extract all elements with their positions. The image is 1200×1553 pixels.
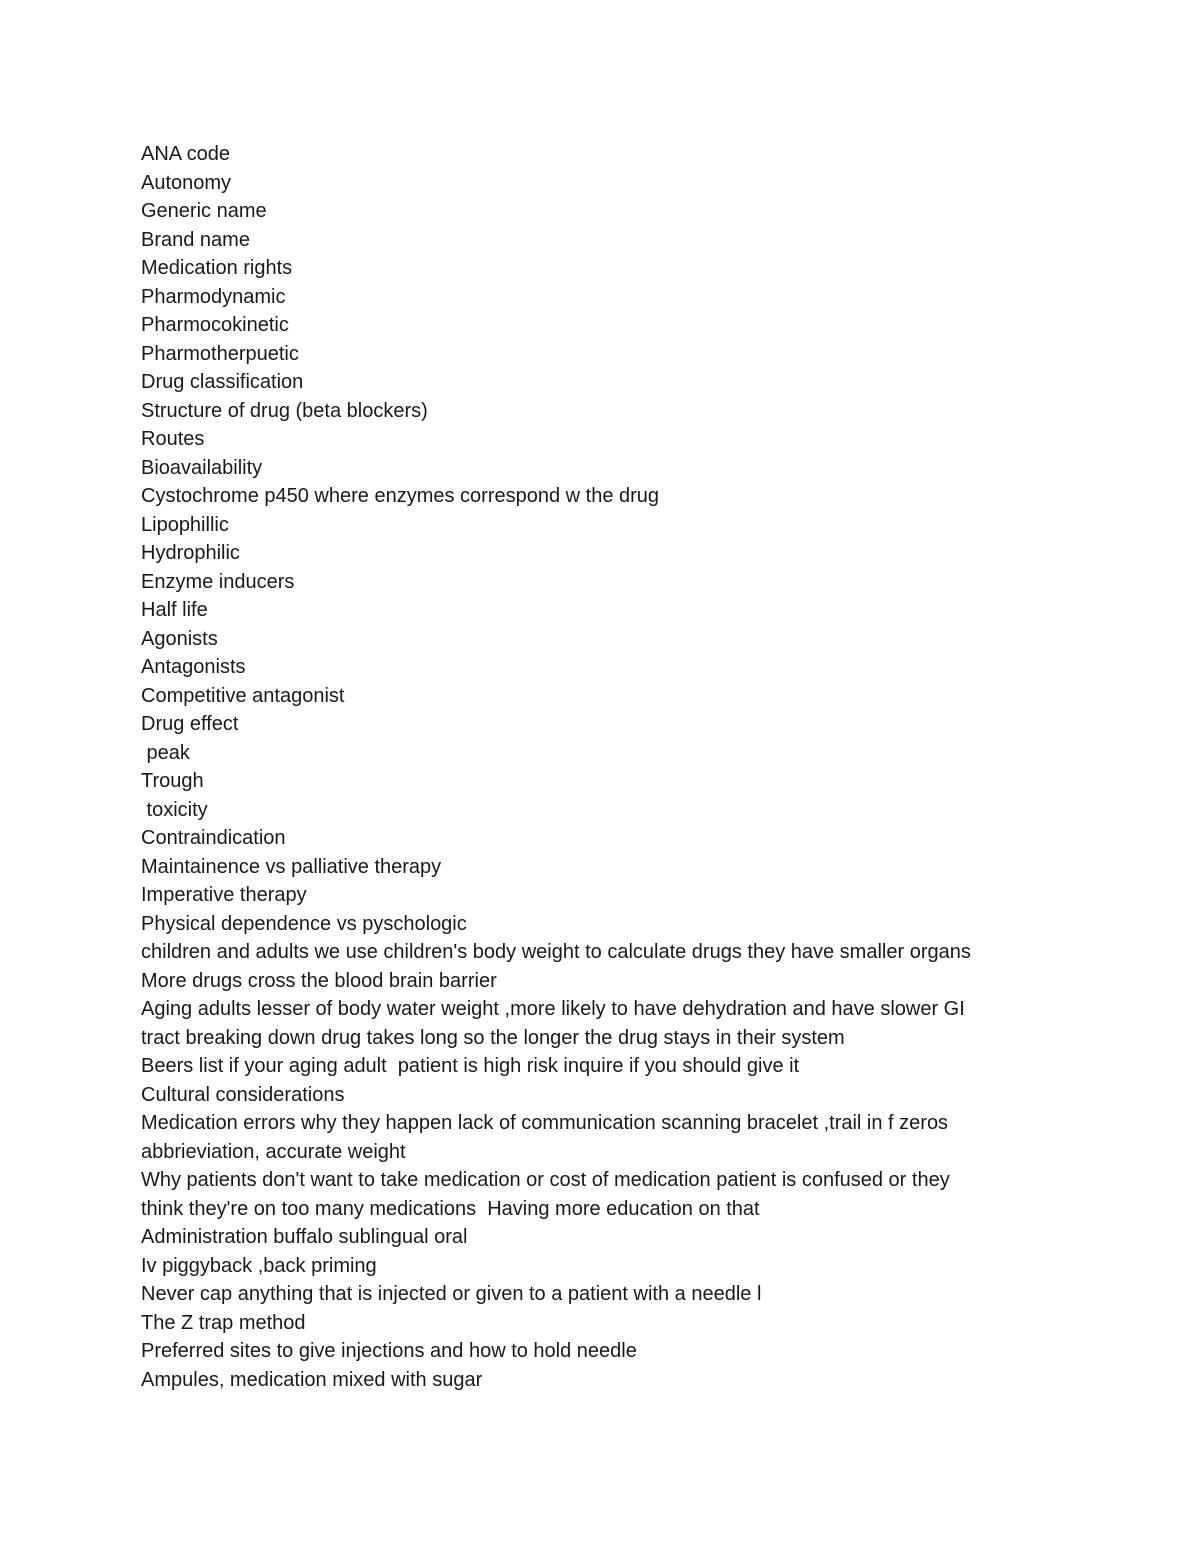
text-line: Lipophillic [141,513,229,536]
text-line: toxicity [141,798,208,821]
text-line: Aging adults lesser of body water weight ,more likely to have dehydration and have slower GI [141,998,965,1020]
text-line: Half life [141,599,208,621]
text-line: abbrieviation, accurate weight [141,1140,406,1163]
text-line: Ampules, medication mixed with sugar [141,1368,483,1391]
text-line: Drug effect [141,713,239,735]
text-line: Pharmocokinetic [141,314,289,336]
text-line: Pharmotherpuetic [141,342,299,365]
text-line: The Z trap method [141,1311,306,1334]
text-line: More drugs cross the blood brain barrier [141,969,497,992]
text-line: peak [141,741,190,764]
text-line: Generic name [141,200,267,222]
text-line: Why patients don't want to take medication or cost of medication patient is confused or they [141,1169,950,1191]
text-line: Antagonists [141,656,246,678]
text-line: Imperative therapy [141,884,307,906]
text-line: Autonomy [141,171,232,194]
text-line: tract breaking down drug takes long so the longer the drug stays in their system [141,1026,845,1049]
text-line: Administration buffalo sublingual oral [141,1226,468,1248]
text-line: Beers list if your aging adult patient is high risk inquire if you should give it [141,1055,800,1077]
text-line: Cystochrome p450 where enzymes correspond w the drug [141,485,660,507]
text-line: Structure of drug (beta blockers) [141,399,428,422]
text-line: Agonists [141,627,218,650]
text-line: Hydrophilic [141,542,240,564]
text-line: Never cap anything that is injected or given to a patient with a needle l [141,1283,762,1305]
text-line: Drug classification [141,371,304,393]
text-line: Maintainence vs palliative therapy [141,855,442,878]
text-line: Medication rights [141,257,293,279]
text-line: Contraindication [141,827,286,849]
text-line: Trough [141,770,204,792]
text-line: think they're on too many medications Having more education on that [141,1197,760,1220]
text-line: Physical dependence vs pyschologic [141,912,467,935]
document-body [141,140,1061,1394]
text-line: children and adults we use children's body weight to calculate drugs they have smaller organs [141,941,971,963]
text-line: Pharmodynamic [141,285,286,308]
text-line: Medication errors why they happen lack of communication scanning bracelet ,trail in f zeros [141,1112,949,1134]
text-line: Brand name [141,228,250,251]
text-line: ANA code [141,143,230,165]
text-line: Routes [141,428,205,450]
text-line: Preferred sites to give injections and how to hold needle [141,1340,637,1362]
text-line: Iv piggyback ,back priming [141,1254,377,1277]
text-line: Competitive antagonist [141,684,345,707]
text-line: Bioavailability [141,456,263,479]
text-line: Cultural considerations [141,1083,345,1106]
text-line: Enzyme inducers [141,570,295,593]
